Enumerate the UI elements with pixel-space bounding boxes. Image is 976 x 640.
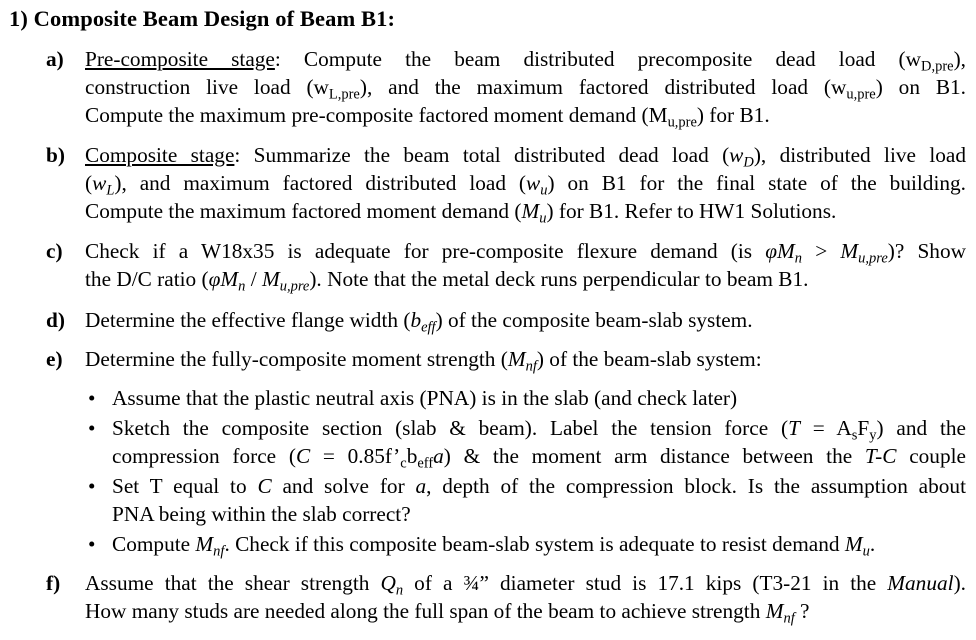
item-f-label: f) — [46, 571, 61, 595]
section-heading: 1) Composite Beam Design of Beam B1: — [9, 6, 396, 31]
bullet-dot: • — [88, 386, 96, 410]
bullet-dot: • — [88, 416, 96, 440]
item-d-label: d) — [46, 308, 65, 332]
bullet-item-1: • Assume that the plastic neutral axis (PNA) is in the slab (and check later) — [88, 386, 738, 410]
item-c: c) Check if a W18x35 is adequate for pre-composite flexure demand (is $\varphi M_n > M_{u,pre}$)? Show the D/C ratio $(\varphi M_n / M_{u,pre})$. Note that the metal deck runs perpendicular to beam B1. — [46, 239, 966, 295]
item-a-stage: Pre-composite stage — [85, 47, 275, 71]
item-d: d) Determine the effective flange width $(b_{eff})$ of the composite beam-slab system. — [46, 308, 753, 336]
item-b: b) Composite stage: Summarize the beam total distributed dead load $(w_D)$, distributed live load $(w_L)$, and maximum factored distributed load $(w_u)$ on B1 for the final state of the building. Compute the maximum factored moment demand $(M_u)$ for B1. Refer to HW1 Solutions. — [46, 143, 967, 227]
item-e: e) Determine the fully-composite moment strength $(M_{nf})$ of the beam-slab system: — [46, 347, 762, 375]
item-e-label: e) — [46, 347, 63, 371]
item-b-stage: Composite stage — [85, 143, 235, 167]
item-a: a) Pre-composite stage: Compute the beam distributed precomposite dead load $(w_{D,pre})$, construction live load $(w_{L,pre})$, and the maximum factored distributed load $(w_{u,pre})$ on B1. Compute the maximum pre-composite factored moment demand $(M_{u,pre})$ for B1. — [46, 47, 966, 131]
item-f: f) Assume that the shear strength $Q_n$ of a ¾” diameter stud is 17.1 kips (T3-21 in the Manual). How many studs are needed along the full span of the beam to achieve strength $M_{nf}$ ? — [46, 571, 966, 627]
item-b-label: b) — [46, 143, 65, 167]
item-a-label: a) — [46, 47, 64, 71]
bullet-item-4: • Compute $M_{nf}$. Check if this composite beam-slab system is adequate to resist demand $M_u$. — [88, 532, 876, 560]
bullet-dot: • — [88, 532, 96, 556]
item-c-label: c) — [46, 239, 63, 263]
bullet-item-2: • Sketch the composite section (slab & beam). Label the tension force $(T = A_sF_y)$ and the compression force $(C = 0.85f’_cb_{eff}a)$ & the moment arm distance between the T-C couple — [88, 416, 966, 472]
bullet-item-3: • Set T equal to C and solve for a, depth of the compression block. Is the assumption about PNA being within the slab correct? — [88, 474, 966, 526]
bullet-list — [86, 384, 966, 560]
bullet-dot: • — [88, 474, 96, 498]
